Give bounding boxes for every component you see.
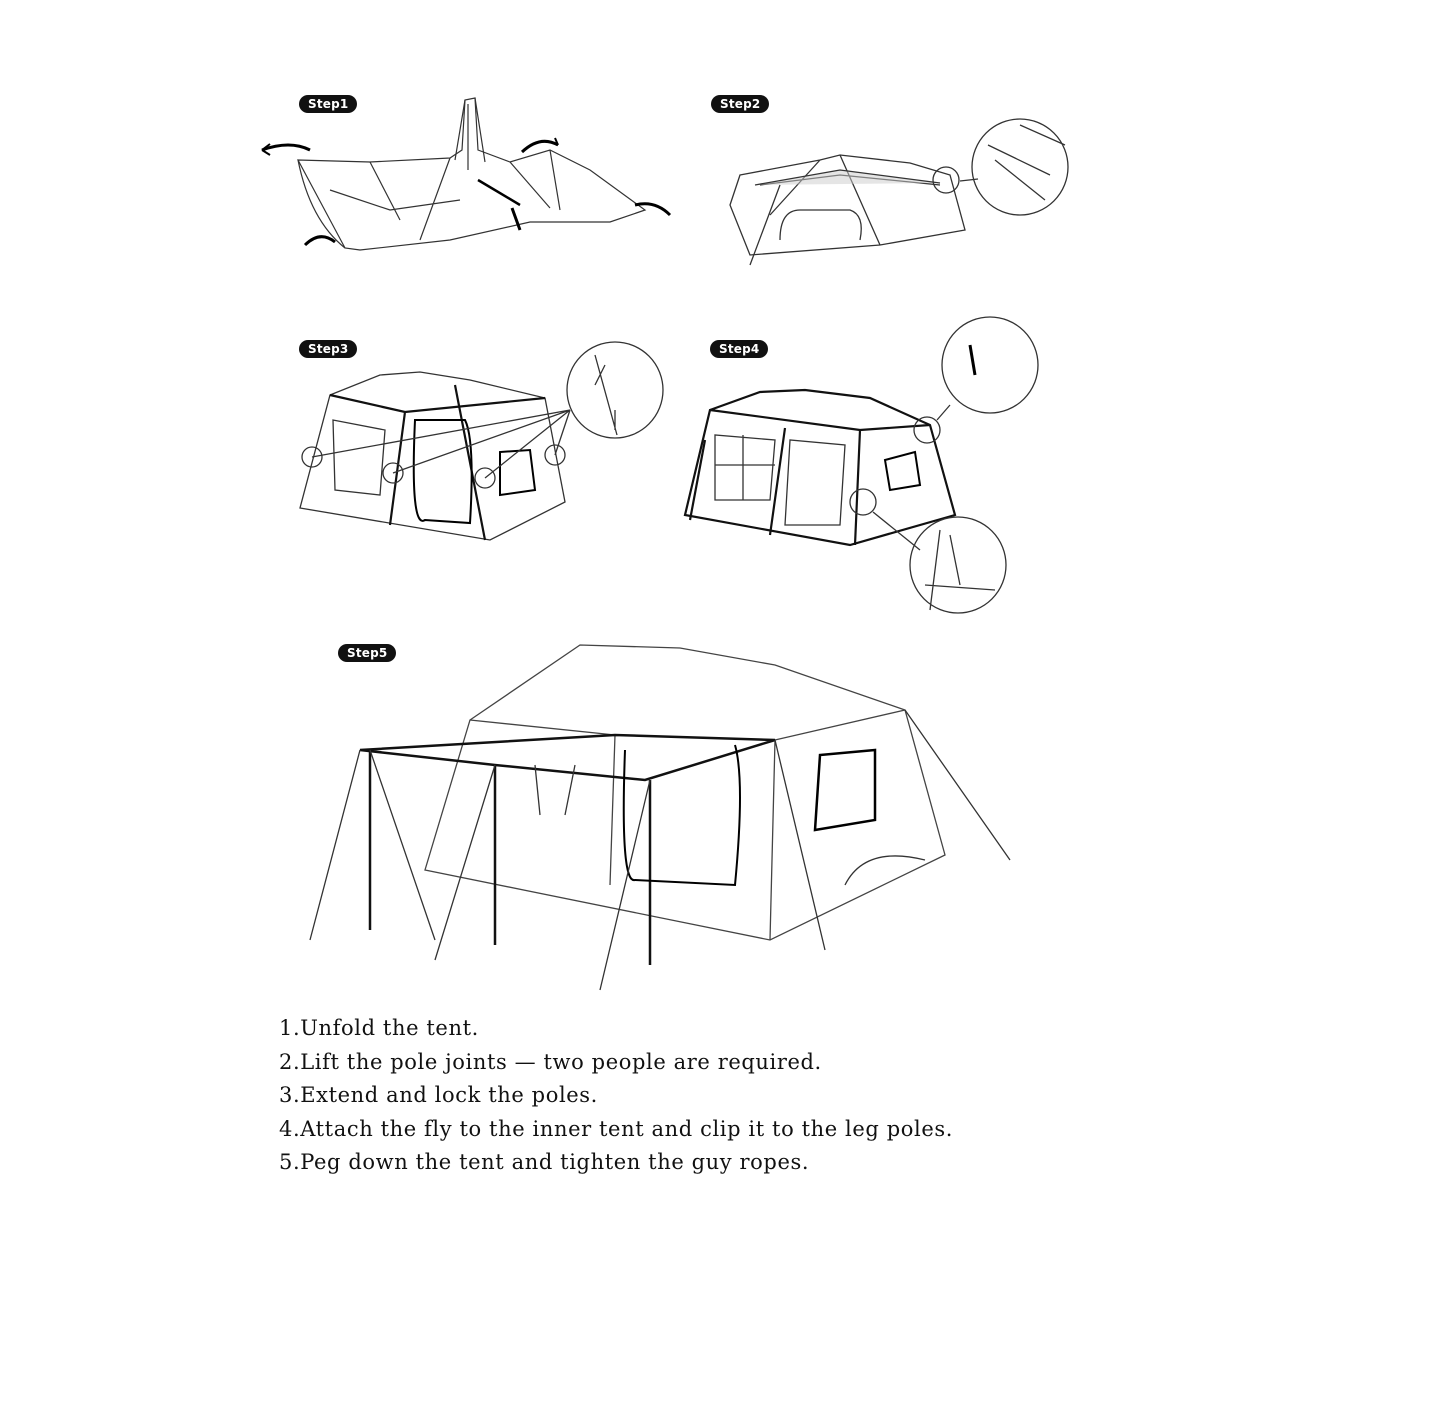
step3-badge: Step3 (299, 340, 357, 358)
step2-illustration (720, 115, 1080, 275)
instruction-step-3: 3.Extend and lock the poles. (279, 1083, 598, 1108)
step4-illustration (675, 320, 1045, 620)
instruction-step-1: 1.Unfold the tent. (279, 1016, 479, 1040)
step5-illustration (305, 640, 1020, 1000)
step2-badge: Step2 (711, 95, 769, 113)
step1-badge: Step1 (299, 95, 357, 113)
step4-badge: Step4 (710, 340, 768, 358)
instructions-list (279, 1012, 1109, 1180)
instruction-step-4: 4.Attach the fly to the inner tent and clip it to the leg poles. (279, 1116, 953, 1141)
instruction-step-5: 5.Peg down the tent and tighten the guy ropes. (279, 1150, 810, 1175)
instruction-step-2: 2.Lift the pole joints — two people are required. (279, 1049, 822, 1074)
step5-badge: Step5 (338, 644, 396, 662)
step1-illustration (250, 90, 690, 270)
step3-illustration (295, 340, 670, 545)
